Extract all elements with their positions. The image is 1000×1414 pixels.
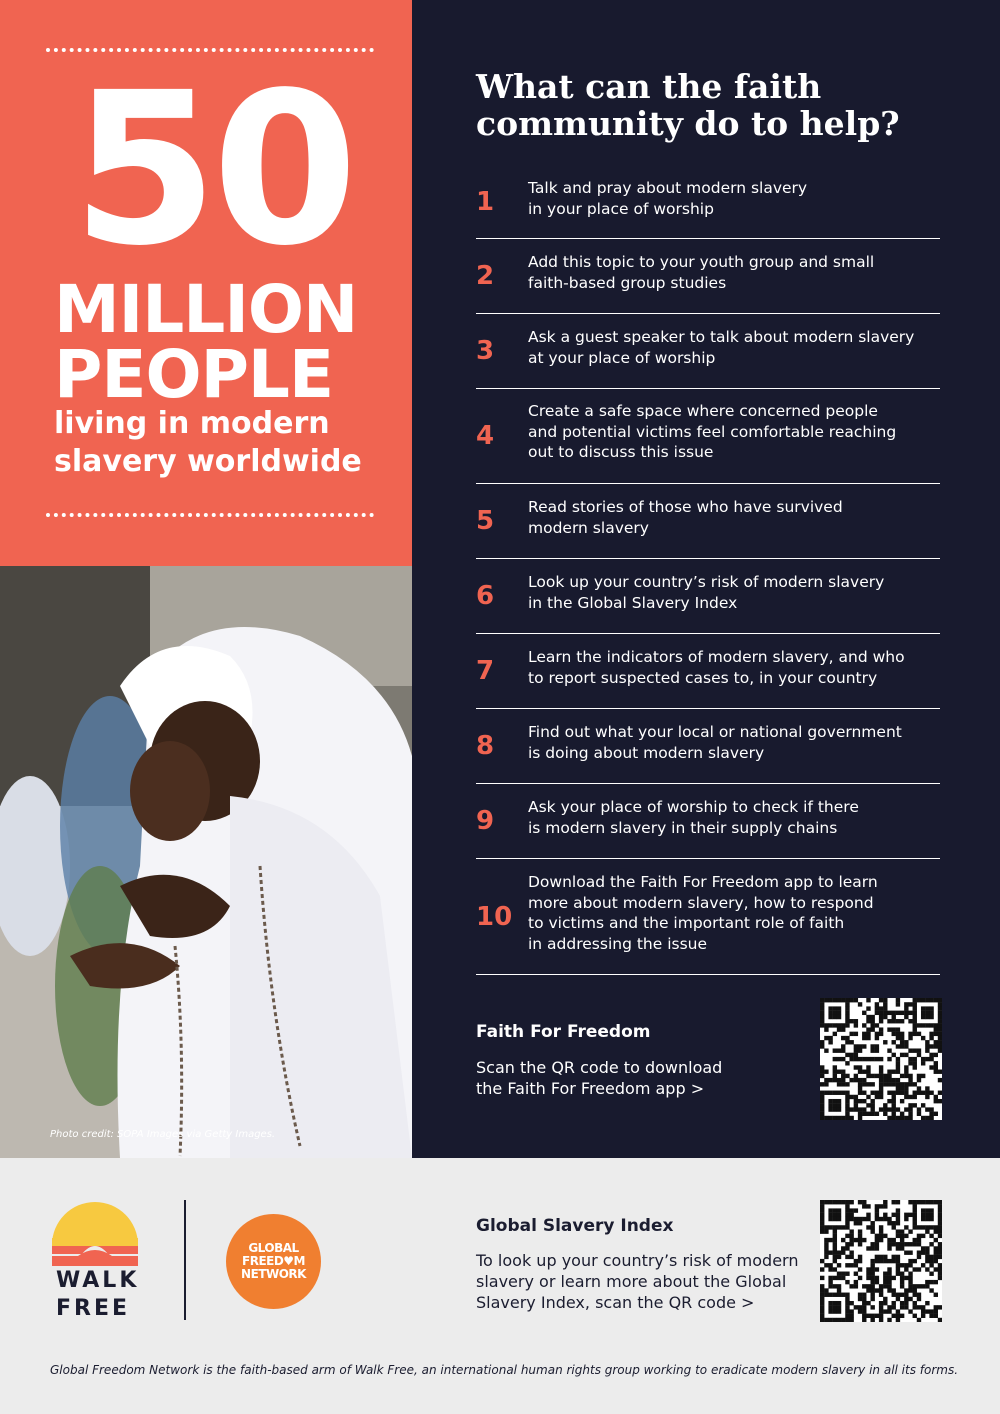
dotted-divider-bottom <box>46 513 374 517</box>
gfn-line1: GLOBAL <box>248 1241 299 1255</box>
step-text-line: faith-based group studies <box>528 273 727 292</box>
faith-for-freedom-description <box>476 1057 722 1099</box>
step-number: 10 <box>476 901 513 932</box>
step-text-line: Create a safe space where concerned people <box>528 402 878 420</box>
page-title-line2: community do to help? <box>476 104 900 143</box>
step-item <box>476 389 940 484</box>
global-slavery-index-title: Global Slavery Index <box>476 1216 674 1236</box>
photo-credit: Photo credit: SOPA Images via Getty Images. <box>50 1129 276 1140</box>
step-item <box>476 634 940 709</box>
step-number: 3 <box>476 336 495 366</box>
global-freedom-network-logo <box>226 1214 321 1309</box>
step-text-line: modern slavery <box>528 518 649 537</box>
step-item <box>476 859 940 975</box>
step-text <box>528 166 940 219</box>
step-text-line: to report suspected cases to, in your country <box>528 668 878 687</box>
faith-for-freedom-desc-line2[interactable]: the Faith For Freedom app > <box>476 1079 705 1098</box>
qr-code-icon <box>820 1200 942 1322</box>
step-text <box>528 634 940 688</box>
step-text <box>528 239 940 293</box>
step-number: 1 <box>476 187 495 217</box>
step-number: 2 <box>476 261 495 291</box>
step-text-line: more about modern slavery, how to respond <box>528 893 874 912</box>
logo-divider <box>184 1200 186 1320</box>
page-title-line1: What can the faith <box>476 67 822 106</box>
page-title <box>476 68 936 142</box>
step-text-line: in your place of worship <box>528 199 714 218</box>
step-text <box>528 389 940 463</box>
step-text-line: is modern slavery in their supply chains <box>528 818 838 837</box>
step-text-line: to victims and the important role of faith <box>528 914 845 932</box>
faith-for-freedom-title: Faith For Freedom <box>476 1022 651 1042</box>
step-text <box>528 709 940 763</box>
step-text-line: in addressing the issue <box>528 934 708 953</box>
footer-note: Global Freedom Network is the faith-based arm of Walk Free, an international human rights group working to eradicate modern slavery in all its forms. <box>50 1363 959 1377</box>
step-number: 7 <box>476 656 495 686</box>
global-slavery-index-description <box>476 1250 798 1313</box>
step-text-line: Add this topic to your youth group and small <box>528 253 875 271</box>
qr-code-icon <box>820 998 942 1120</box>
step-text-line: Look up your country’s risk of modern slavery <box>528 573 885 591</box>
step-text <box>528 484 940 538</box>
step-text-line: Ask your place of worship to check if there <box>528 798 859 816</box>
gsi-desc-line1: To look up your country’s risk of modern <box>476 1251 799 1270</box>
step-item <box>476 484 940 559</box>
step-number: 8 <box>476 731 495 761</box>
gsi-desc-line2: slavery or learn more about the Global <box>476 1272 787 1291</box>
stat-number: 50 <box>71 47 353 292</box>
step-text-line: Find out what your local or national government <box>528 723 902 741</box>
step-item <box>476 239 940 314</box>
step-text-line: and potential victims feel comfortable reaching <box>528 422 897 441</box>
gfn-line3: NETWORK <box>241 1267 306 1281</box>
faith-for-freedom-qr-code[interactable] <box>820 998 942 1120</box>
gfn-line2: FREED♥M <box>242 1254 305 1268</box>
step-text-line: Ask a guest speaker to talk about modern slavery <box>528 328 915 346</box>
global-slavery-index-qr-code[interactable] <box>820 1200 942 1322</box>
step-text-line: is doing about modern slavery <box>528 743 765 762</box>
step-text-line: Read stories of those who have survived <box>528 498 843 516</box>
step-number: 6 <box>476 581 495 611</box>
step-text-line: out to discuss this issue <box>528 443 714 461</box>
step-number: 5 <box>476 506 495 536</box>
faith-for-freedom-desc-line1: Scan the QR code to download <box>476 1058 723 1077</box>
step-text <box>528 314 940 368</box>
step-text <box>528 859 940 954</box>
step-item <box>476 784 940 859</box>
step-item <box>476 314 940 389</box>
walk-free-line2: FREE <box>56 1296 131 1321</box>
step-item <box>476 166 940 239</box>
steps-list <box>476 166 940 975</box>
step-number: 9 <box>476 806 495 836</box>
walk-free-line1: WALK <box>56 1268 140 1293</box>
stat-people: PEOPLE <box>54 336 334 413</box>
stat-million: MILLION <box>54 271 358 348</box>
photo-illustration <box>0 566 412 1158</box>
step-text-line: Learn the indicators of modern slavery, and who <box>528 648 905 666</box>
step-text-line: Talk and pray about modern slavery <box>528 179 808 197</box>
stat-subtitle-line2: slavery worldwide <box>54 444 362 479</box>
photo-praying-nuns <box>0 566 412 1158</box>
step-text-line: at your place of worship <box>528 348 716 367</box>
step-item <box>476 709 940 784</box>
step-text-line: Download the Faith For Freedom app to learn <box>528 873 878 891</box>
gsi-desc-line3[interactable]: Slavery Index, scan the QR code > <box>476 1293 755 1312</box>
step-text <box>528 784 940 838</box>
step-text-line: in the Global Slavery Index <box>528 593 738 612</box>
step-number: 4 <box>476 421 495 451</box>
step-text <box>528 559 940 613</box>
step-item <box>476 559 940 634</box>
stat-subtitle-line1: living in modern <box>54 406 330 441</box>
walk-free-logo-icon <box>50 1200 140 1270</box>
